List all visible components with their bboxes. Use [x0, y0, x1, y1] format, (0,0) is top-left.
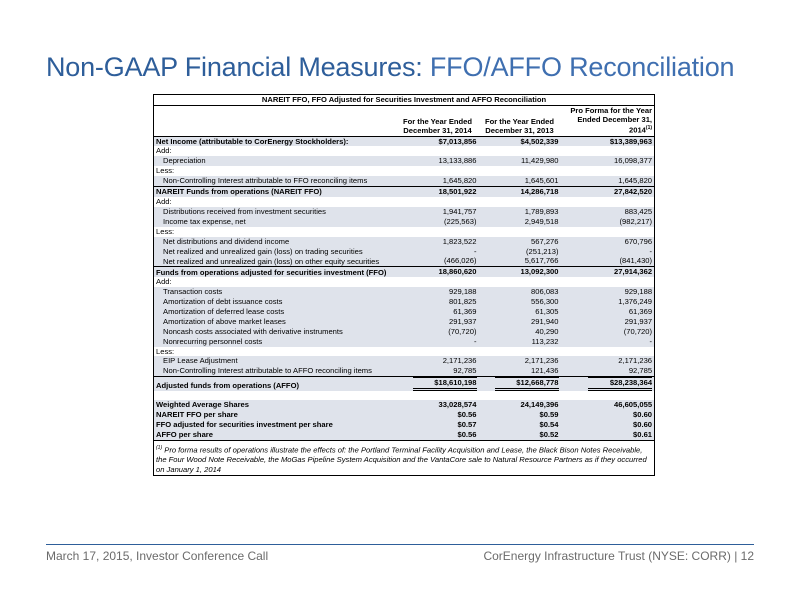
value-2014: 18,860,620	[397, 267, 479, 277]
value-pro-forma: 92,785	[561, 366, 655, 376]
table-row	[154, 217, 655, 227]
value-2014	[397, 347, 479, 357]
column-header-row	[154, 106, 655, 137]
footnote-mark: (1)	[156, 444, 163, 451]
value-2014: 33,028,574	[397, 400, 479, 410]
value-2013: 11,429,980	[479, 156, 561, 166]
value-pro-forma: 16,098,377	[561, 156, 655, 166]
table-row	[154, 237, 655, 247]
table-row	[154, 366, 655, 376]
value-pro-forma: 670,796	[561, 237, 655, 247]
value-pro-forma: $0.60	[561, 410, 655, 420]
value-2013: 61,305	[479, 307, 561, 317]
total-value: $12,668,778	[495, 377, 559, 391]
reconciliation-table	[153, 94, 655, 476]
value-2014: $0.56	[397, 410, 479, 420]
value-2014	[397, 227, 479, 237]
column-header-pro-forma	[561, 106, 655, 137]
value-2013	[479, 166, 561, 176]
table-row	[154, 377, 655, 391]
row-label: Less:	[156, 346, 175, 356]
table-row	[154, 227, 655, 237]
value-2014: 61,369	[397, 307, 479, 317]
value-pro-forma: 27,914,362	[561, 267, 655, 277]
value-2014: 18,501,922	[397, 187, 479, 197]
spacer-row	[154, 391, 655, 400]
value-pro-forma: (841,430)	[561, 256, 655, 266]
value-pro-forma: 46,605,055	[561, 400, 655, 410]
table-row	[154, 166, 655, 176]
table-row	[154, 247, 655, 257]
value-pro-forma	[561, 377, 655, 391]
value-2013	[479, 146, 561, 156]
value-2014: 1,823,522	[397, 237, 479, 247]
value-pro-forma	[561, 347, 655, 357]
table-row	[154, 327, 655, 337]
value-2013: 113,232	[479, 337, 561, 347]
table-row	[154, 146, 655, 156]
footer-date: March 17, 2015, Investor Conference Call	[46, 549, 269, 563]
value-2013: 1,789,893	[479, 207, 561, 217]
value-pro-forma	[561, 277, 655, 287]
row-label: Non-Controlling Interest attributable to AFFO reconciling items	[154, 366, 397, 376]
value-2014: $0.57	[397, 420, 479, 430]
row-label: AFFO per share	[154, 430, 397, 440]
row-label: EIP Lease Adjustment	[154, 356, 397, 366]
value-pro-forma: 929,188	[561, 287, 655, 297]
row-label: Noncash costs associated with derivative instruments	[154, 327, 397, 337]
table-row	[154, 317, 655, 327]
value-2013: 121,436	[479, 366, 561, 376]
value-pro-forma: 61,369	[561, 307, 655, 317]
row-label: Weighted Average Shares	[154, 400, 397, 410]
value-2013: 14,286,718	[479, 187, 561, 197]
title-sub: FFO/AFFO Reconciliation	[429, 52, 735, 82]
table-row	[154, 400, 655, 410]
row-label: Add:	[156, 277, 172, 287]
row-label: Net distributions and dividend income	[154, 237, 397, 247]
row-label: Add:	[156, 196, 172, 206]
column-header-2014: For the Year Ended December 31, 2014	[397, 106, 479, 137]
table-row	[154, 287, 655, 297]
value-2014: 2,171,236	[397, 356, 479, 366]
value-2013	[479, 277, 561, 287]
value-2013: 13,092,300	[479, 267, 561, 277]
footnote-row	[154, 440, 655, 475]
value-2013: 5,617,766	[479, 256, 561, 266]
value-pro-forma: (70,720)	[561, 327, 655, 337]
row-label: Net Income (attributable to CorEnergy Stockholders):	[154, 136, 397, 146]
pro-forma-header-text: Pro Forma for the Year Ended December 31, 2014	[570, 106, 653, 135]
value-2014: 291,937	[397, 317, 479, 327]
table-row	[154, 277, 655, 287]
row-label: Income tax expense, net	[154, 217, 397, 227]
value-2013: 806,083	[479, 287, 561, 297]
value-pro-forma: 1,376,249	[561, 297, 655, 307]
value-pro-forma	[561, 166, 655, 176]
value-2014: $0.56	[397, 430, 479, 440]
column-header-2013: For the Year Ended December 31, 2013	[479, 106, 561, 137]
table-row	[154, 187, 655, 197]
value-2014: $7,013,856	[397, 136, 479, 146]
table-row	[154, 156, 655, 166]
value-pro-forma: -	[561, 247, 655, 257]
value-2013: $4,502,339	[479, 136, 561, 146]
value-pro-forma: $13,389,963	[561, 136, 655, 146]
value-2013: 556,300	[479, 297, 561, 307]
table-row	[154, 136, 655, 146]
value-2014	[397, 166, 479, 176]
value-pro-forma: 291,937	[561, 317, 655, 327]
value-2013	[479, 227, 561, 237]
value-2013: 567,276	[479, 237, 561, 247]
table-row	[154, 430, 655, 440]
page-title	[46, 52, 734, 83]
value-pro-forma	[561, 197, 655, 207]
value-pro-forma: 2,171,236	[561, 356, 655, 366]
value-2014: 13,133,886	[397, 156, 479, 166]
column-header-label	[154, 106, 397, 137]
total-value: $18,610,198	[413, 377, 477, 391]
footnote	[154, 440, 655, 475]
row-label: Non-Controlling Interest attributable to FFO reconciling items	[154, 176, 397, 186]
value-2013: 24,149,396	[479, 400, 561, 410]
row-label: Net realized and unrealized gain (loss) on trading securities	[154, 247, 397, 257]
table-row	[154, 420, 655, 430]
row-label: FFO adjusted for securities investment per share	[154, 420, 397, 430]
value-2014: 801,825	[397, 297, 479, 307]
value-2014: (225,563)	[397, 217, 479, 227]
total-value: $28,238,364	[588, 377, 652, 391]
value-2013: 291,940	[479, 317, 561, 327]
value-2014	[397, 377, 479, 391]
spacer-cell	[154, 391, 655, 400]
footer-company-page: CorEnergy Infrastructure Trust (NYSE: CORR) | 12	[483, 549, 754, 563]
row-label: Amortization of above market leases	[154, 317, 397, 327]
value-2014: 92,785	[397, 366, 479, 376]
table-row	[154, 267, 655, 277]
footer-divider	[46, 544, 754, 545]
value-2014: -	[397, 247, 479, 257]
row-label: NAREIT FFO per share	[154, 410, 397, 420]
row-label: Nonrecurring personnel costs	[154, 337, 397, 347]
value-pro-forma: 883,425	[561, 207, 655, 217]
table-row	[154, 297, 655, 307]
value-pro-forma: $0.61	[561, 430, 655, 440]
row-label: Funds from operations adjusted for securities investment (FFO)	[154, 267, 397, 277]
value-pro-forma	[561, 146, 655, 156]
table-row	[154, 337, 655, 347]
value-2013: 1,645,601	[479, 176, 561, 186]
row-label: Amortization of deferred lease costs	[154, 307, 397, 317]
value-2014: (70,720)	[397, 327, 479, 337]
row-label: Adjusted funds from operations (AFFO)	[154, 377, 397, 391]
table-row	[154, 410, 655, 420]
table-caption: NAREIT FFO, FFO Adjusted for Securities Investment and AFFO Reconciliation	[154, 95, 655, 106]
row-label: Add:	[156, 146, 172, 156]
value-2014: 929,188	[397, 287, 479, 297]
value-pro-forma	[561, 227, 655, 237]
value-2014: 1,645,820	[397, 176, 479, 186]
row-label: Depreciation	[154, 156, 397, 166]
row-label: Less:	[156, 226, 175, 236]
value-pro-forma: $0.60	[561, 420, 655, 430]
title-main: Non-GAAP Financial Measures:	[46, 52, 423, 82]
table-row	[154, 207, 655, 217]
table-row	[154, 356, 655, 366]
table-row	[154, 197, 655, 207]
pro-forma-footnote-mark: (1)	[645, 125, 653, 131]
row-label: Net realized and unrealized gain (loss) on other equity securities	[154, 256, 397, 266]
value-2014: 1,941,757	[397, 207, 479, 217]
value-pro-forma: -	[561, 337, 655, 347]
value-2014	[397, 146, 479, 156]
value-2013	[479, 377, 561, 391]
value-2014: (466,026)	[397, 256, 479, 266]
value-2013: $0.59	[479, 410, 561, 420]
table-row	[154, 176, 655, 186]
value-2013	[479, 197, 561, 207]
table-row	[154, 256, 655, 266]
row-label: Less:	[156, 166, 175, 176]
value-2013	[479, 347, 561, 357]
row-label: NAREIT Funds from operations (NAREIT FFO)	[154, 187, 397, 197]
value-2013: (251,213)	[479, 247, 561, 257]
row-label: Amortization of debt issuance costs	[154, 297, 397, 307]
value-2014: -	[397, 337, 479, 347]
value-2013: $0.52	[479, 430, 561, 440]
row-label: Distributions received from investment securities	[154, 207, 397, 217]
value-pro-forma: (982,217)	[561, 217, 655, 227]
value-2013: $0.54	[479, 420, 561, 430]
table-row	[154, 347, 655, 357]
table-caption-row	[154, 95, 655, 106]
value-pro-forma: 1,645,820	[561, 176, 655, 186]
footnote-text: Pro forma results of operations illustrate the effects of: the Portland Terminal Facility Acquisition and Lease, the Black Bison Notes Receivable, the Four Wood Note Receivable, the MoGas Pipeline System Acquisition and the VantaCore sale to Natural Resource Partners as if they occurred on January 1, 2014	[156, 445, 647, 474]
value-2013: 40,290	[479, 327, 561, 337]
row-label: Transaction costs	[154, 287, 397, 297]
value-2014	[397, 277, 479, 287]
value-2013: 2,171,236	[479, 356, 561, 366]
table-row	[154, 307, 655, 317]
value-2014	[397, 197, 479, 207]
value-2013: 2,949,518	[479, 217, 561, 227]
value-pro-forma: 27,842,520	[561, 187, 655, 197]
